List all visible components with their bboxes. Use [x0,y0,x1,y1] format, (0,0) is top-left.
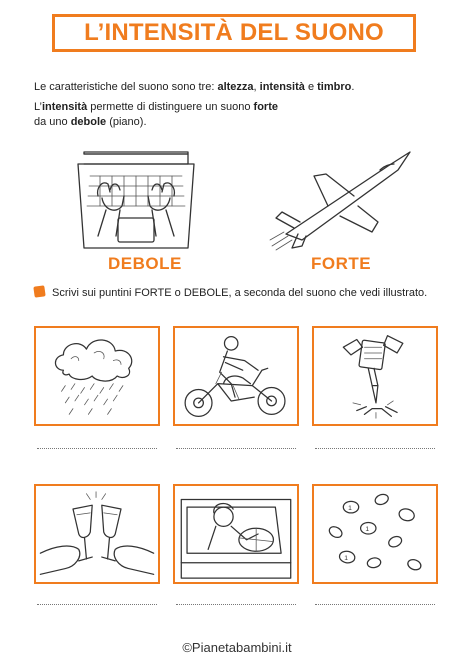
footer-copyright: ©Pianetabambini.it [182,640,292,655]
svg-text:1: 1 [365,526,370,534]
answer-dots[interactable] [315,448,435,449]
title-box [52,14,416,52]
falling-coins-icon [314,486,436,582]
laptop-typing-icon [76,140,196,252]
label-forte: FORTE [311,254,372,273]
fighter-jet-icon [268,140,418,252]
rain-cloud-icon [36,328,158,424]
car-driver-icon [175,486,297,582]
intro-text: (piano). [106,116,147,128]
jackhammer-icon [314,328,436,424]
card-car-driver [173,484,299,584]
answer-dots[interactable] [37,604,157,605]
term-altezza: altezza [217,81,254,93]
term-forte: forte [253,101,278,113]
svg-text:1: 1 [344,554,349,562]
intro-text: L’ [34,101,42,113]
instruction [34,286,434,301]
answer-dots[interactable] [315,604,435,605]
term-intensita: intensità [259,81,305,93]
label-debole: DEBOLE [108,254,182,273]
intro-text: da uno [34,116,71,128]
card-jackhammer [312,326,438,426]
card-rain-cloud [34,326,160,426]
card-motorcycle [173,326,299,426]
card-toasting-glasses [34,484,160,584]
svg-text:1: 1 [348,505,352,512]
answer-dots[interactable] [176,604,296,605]
instruction-text: Scrivi sui puntini FORTE o DEBOLE, a seconda del suono che vedi illustrato. [52,287,428,299]
answer-dots[interactable] [37,448,157,449]
intro-text: permette di distinguere un suono [87,101,254,113]
intro-sep: , [253,81,260,93]
intro-text: . [351,81,355,93]
term-debole: debole [70,116,107,128]
term-timbro: timbro [317,81,352,93]
toasting-glasses-icon [36,486,158,582]
term-intensita: intensità [41,101,88,113]
intro-line-2 [34,100,394,130]
bullet-icon [33,285,45,297]
motorcycle-icon [175,328,297,424]
page-title: L’INTENSITÀ DEL SUONO [84,19,384,46]
intro-text: Le caratteristiche del suono sono tre: [34,81,218,93]
intro-sep: e [304,81,318,93]
card-falling-coins [312,484,438,584]
intro-line-1 [34,80,354,95]
answer-dots[interactable] [176,448,296,449]
